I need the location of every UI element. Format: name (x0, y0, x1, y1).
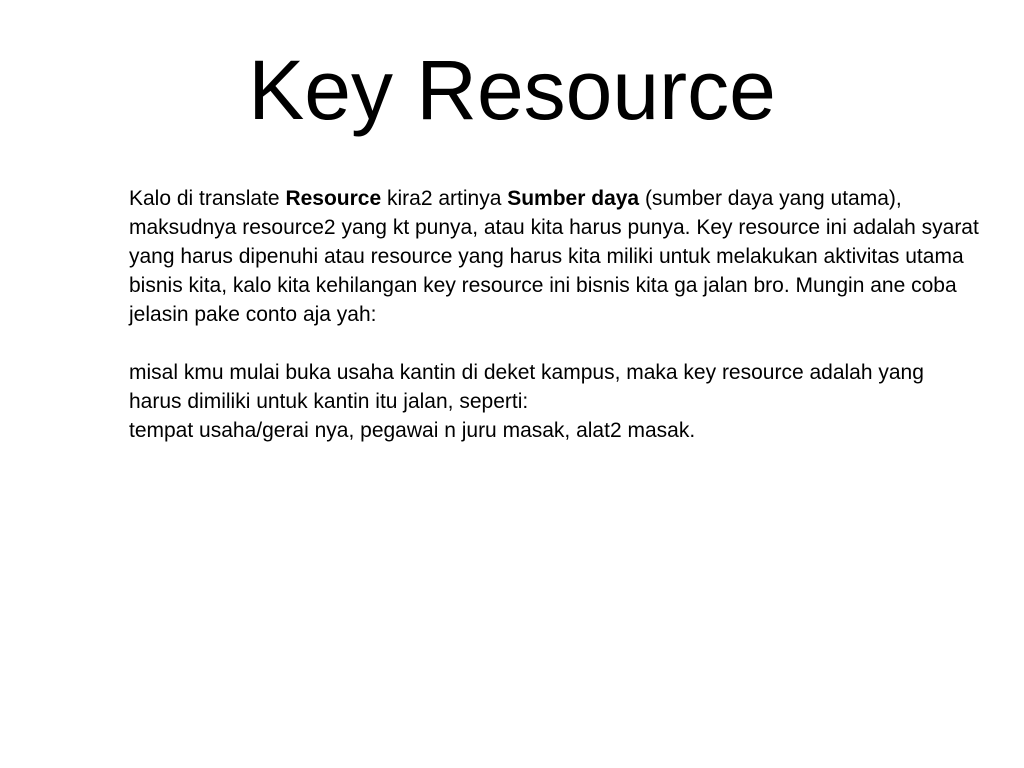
paragraph-definition-text-3: (sumber daya yang utama), maksudnya resource2 yang kt punya, atau kita harus punya. Key resource ini adalah syarat yang harus dipenuhi atau resource yang harus kita miliki untuk melakukan aktivitas utama bisnis kita, kalo kita kehilangan key resource ini bisnis kita ga jalan bro. Mungin ane coba jelasin pake conto aja yah: (129, 187, 979, 326)
paragraph-spacer (129, 329, 979, 358)
paragraph-definition-text-2: kira2 artinya (381, 187, 508, 210)
paragraph-example-list: tempat usaha/gerai nya, pegawai n juru masak, alat2 masak. (129, 419, 696, 442)
slide-title: Key Resource (248, 43, 776, 137)
bold-term-sumber-daya: Sumber daya (507, 187, 640, 210)
bold-term-resource: Resource (285, 187, 382, 210)
slide-body (129, 184, 979, 445)
paragraph-definition (129, 184, 979, 329)
paragraph-example: misal kmu mulai buka usaha kantin di deket kampus, maka key resource adalah yang harus dimiliki untuk kantin itu jalan, seperti: (129, 361, 924, 413)
paragraph-definition-text-1: Kalo di translate (129, 187, 286, 210)
